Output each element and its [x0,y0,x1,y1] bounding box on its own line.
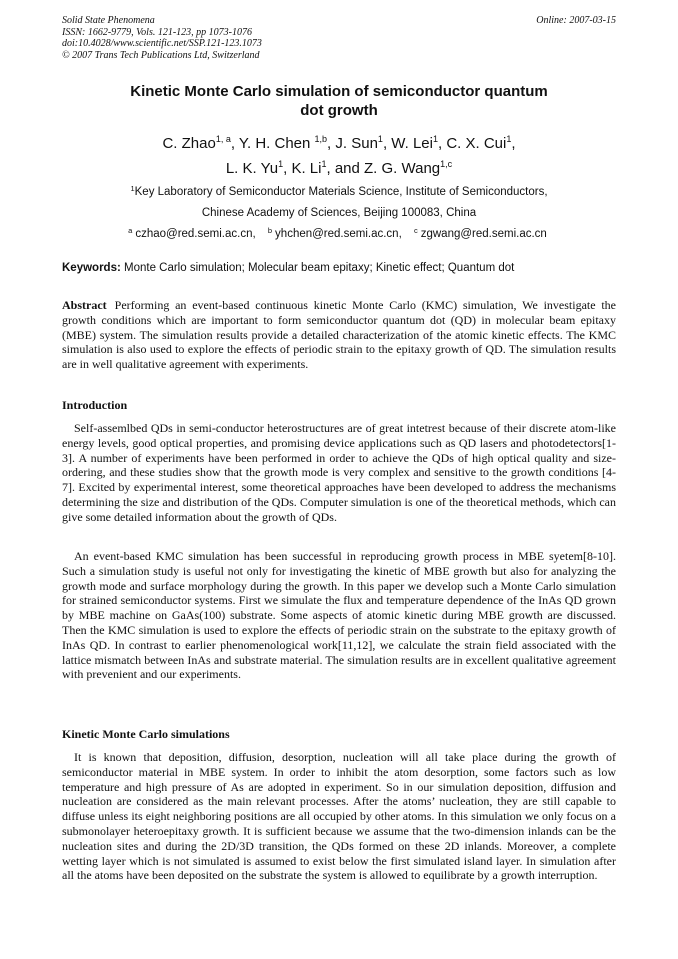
author-sup: 1, a [215,134,231,144]
title-line-2: dot growth [300,102,378,119]
affiliation-line-2: Chinese Academy of Sciences, Beijing 100083, China [201,207,477,219]
journal-header [62,15,616,61]
author-sup: 1 [432,134,438,144]
section-heading-kmc: Kinetic Monte Carlo simulations [62,727,230,741]
author-sep: , [283,160,292,177]
section-heading-introduction: Introduction [62,398,128,412]
author-name: L. K. Yu [225,160,279,177]
email-sup: c [413,226,418,235]
author-name: Y. H. Chen [238,135,311,152]
email-address: zgwang@red.semi.ac.cn [420,228,547,240]
author-name: Z. G. Wang [364,160,441,177]
affiliation-line-1 [62,182,616,203]
email-sup: b [267,226,273,235]
abstract-label: Abstract [62,298,107,312]
author-sep: , [382,135,392,152]
author-list [62,131,616,181]
copyright-line: © 2007 Trans Tech Publications Ltd, Switzerland [62,49,260,61]
author-sep: , and [326,160,365,177]
author-sep: , [511,135,516,152]
author-name: C. X. Cui [446,135,507,152]
author-name: J. Sun [335,135,378,152]
journal-name: Solid State Phenomena [62,15,155,26]
issn-line: ISSN: 1662-9779, Vols. 121-123, pp 1073-1076 [62,26,252,38]
author-name: W. Lei [391,135,433,152]
author-name: C. Zhao [162,135,216,152]
author-sup: 1 [321,159,327,169]
affiliation-block [62,182,616,245]
author-sup: 1 [506,134,512,144]
author-sup: 1,b [314,134,328,144]
author-sup: 1 [278,159,284,169]
introduction-paragraph-1: Self-assemlbed QDs in semi-conductor heterostructures are of great intetrest because of their discrete atom-like energy levels, good optical properties, and promising device applications such as QD lasers and photodetectors[1-3]. A number of experiments have been performed in order to achieve the QDs of high optical quality and size-ordering, and these studies show that the growth mode is very complex and sensitive to the growth conditions [4-7]. Excited by experimental interest, some theoretical approaches have been developed to address the mechanisms determining the size and distribution of the QDs. Computer simulation is one of the theoretical methods, which can give some detailed information about the growth of QDs. [62,421,616,524]
paper-title [62,82,616,120]
author-sep: , [327,135,336,152]
title-line-1: Kinetic Monte Carlo simulation of semiconductor quantum [130,83,548,100]
online-date: Online: 2007-03-15 [536,15,616,26]
introduction-paragraph-2: An event-based KMC simulation has been successful in reproducing growth process in MBE syetem[8-10]. Such a simulation study is useful not only for investigating the kinetic of MBE growth but also for analyzing the growth mode and surface morphology during the growth. In this paper we develop such a Monte Carlo simulation for strained semiconductor systems. First we simulate the flux and temperature dependence of the InAs QD grown by MBE machine on GaAs(100) substrate. Some aspects of atomic kinetic during MBE growth are discussed. Then the KMC simulation is used to explore the effects of periodic strain on the substrate to the epitaxy growth of InAs QD. In contrast to earlier phenomenological work[11,12], we calculate the strain field associated with the lattice mismatch between InAs and substrate material. The simulation results are in excellent qualitative agreement with prevenient and our experiments. [62,549,616,682]
keywords [62,261,616,275]
email-sup: a [128,226,133,235]
abstract-text: Performing an event-based continuous kinetic Monte Carlo (KMC) simulation, We investigate the growth conditions which are important to form semiconductor quantum dot (QD) in molecular beam epitaxy (MBE) system. The simulation results provide a detailed characterization of the atomic kinetic effects. The KMC simulation is also used to explore the effects of periodic strain to the epitaxy growth of QD. The simulation results are in well qualitative agreement with experiments. [62,298,616,372]
author-line-2 [62,156,616,181]
email-address: czhao@red.semi.ac.cn, [135,228,256,240]
author-sup: 1 [377,134,383,144]
author-sup: 1,c [440,159,453,169]
abstract [62,298,616,372]
email-item [268,228,405,240]
keywords-text: Monte Carlo simulation; Molecular beam epitaxy; Kinetic effect; Quantum dot [124,262,515,274]
author-name: K. Li [291,160,322,177]
keywords-label: Keywords: [62,262,121,274]
author-sep: , [437,135,447,152]
author-line-1 [62,131,616,156]
email-address: yhchen@red.semi.ac.cn, [275,228,402,240]
email-item [414,228,550,240]
affiliation-sup: 1 [130,184,135,193]
kmc-paragraph-1: It is known that deposition, diffusion, desorption, nucleation will all take place during the growth of semiconductor material in MBE system. In order to inhibit the atom desorption, some factors such as low temperature and high pressure of As are adopted in experiment. So in our simulation deposition, diffusion and nucleation are considered as the main relevant processes. After the atoms’ nucleation, they are still capable to diffuse unless its eight neighboring positions are all occupied by other atoms. In this simulation we only focus on a submonolayer heteroepitaxy growth. It is sufficient because we assume that the two-dimension inlands can be the nucleation sites and during the 2D/3D transition, the QDs formed on these 2D inlands. Moreover, a complete wetting layer which is not simulated is assumed to exist below the first simulated island layer. In simulation after all the atoms have been deposited on the substrate the system is allowed to equilibrate by a growth interruption. [62,750,616,883]
author-sep: , [230,135,239,152]
email-item [128,228,259,240]
affiliation-text: Key Laboratory of Semiconductor Materials Science, Institute of Semiconductors, [134,186,548,198]
doi-line: doi:10.4028/www.scientific.net/SSP.121-123.1073 [62,38,262,49]
email-line [62,224,616,245]
